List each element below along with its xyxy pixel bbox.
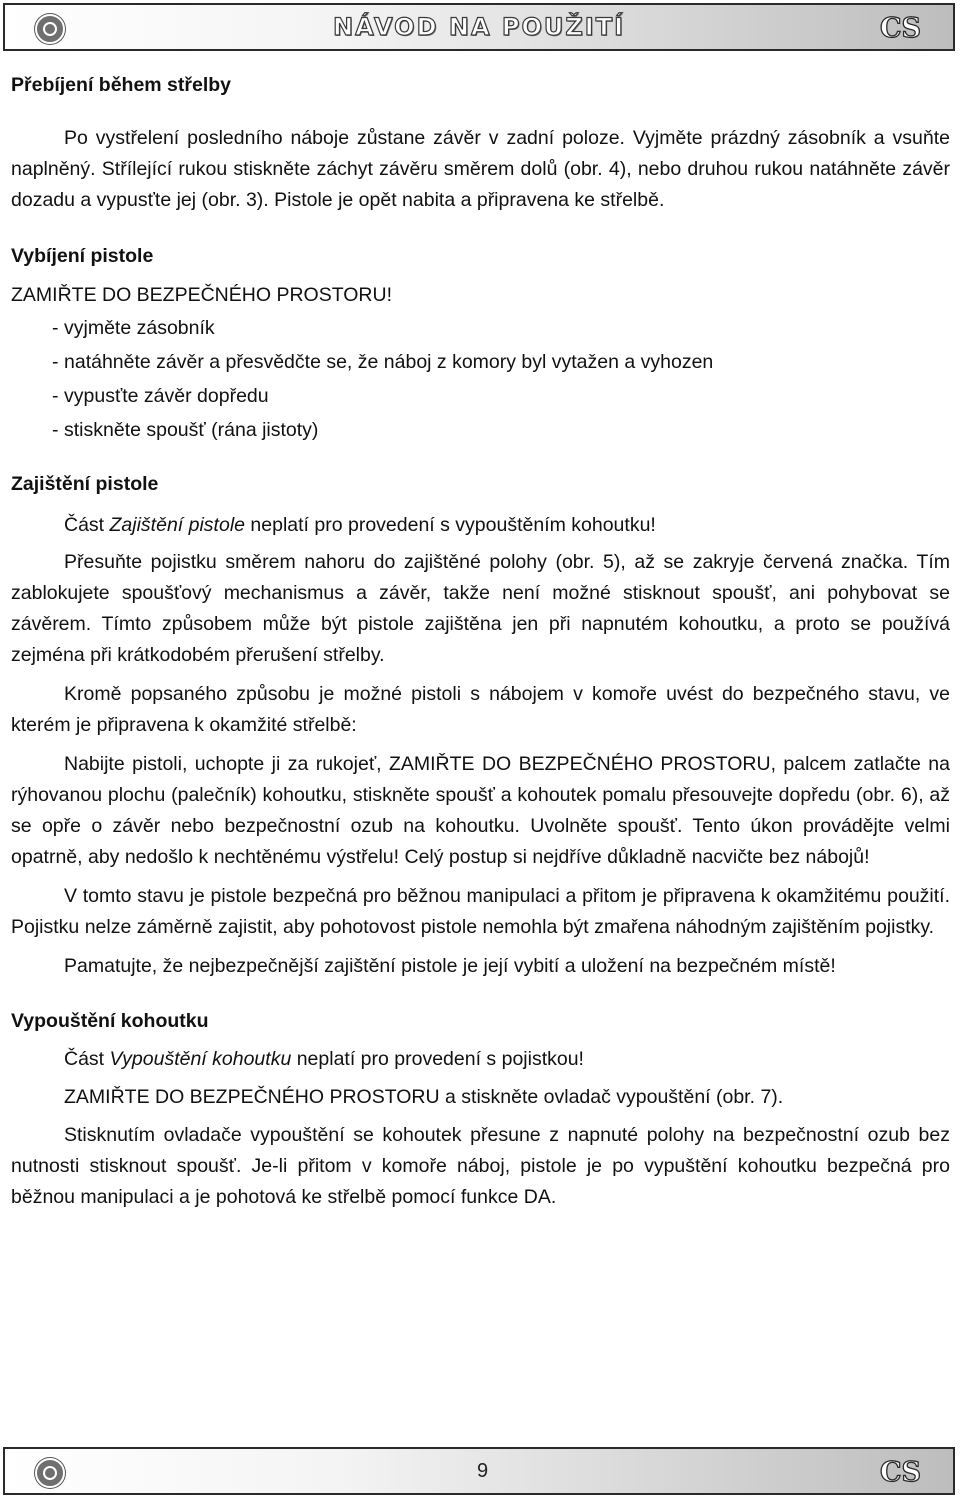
brand-logo-icon bbox=[35, 1458, 65, 1488]
header-title: NÁVOD NA POUŽITÍ bbox=[333, 13, 625, 41]
page-header bbox=[3, 3, 955, 51]
heading-zajisteni: Zajištění pistole bbox=[11, 473, 159, 495]
brand-logo-icon bbox=[35, 14, 65, 44]
warning-vybijeni: ZAMIŘTE DO BEZPEČNÉHO PROSTORU! bbox=[11, 284, 393, 306]
note-vypousteni: Část Vypouštění kohoutku neplatí pro provedení s pojistkou! bbox=[64, 1048, 584, 1070]
list-item: - natáhněte závěr a přesvědčte se, že náboj z komory byl vytažen a vyhozen bbox=[52, 351, 714, 373]
paragraph-zajisteni-4: V tomto stavu je pistole bezpečná pro běžnou manipulaci a přitom je připravena k okamžitému použití. Pojistku nelze záměrně zajistit, aby pohotovost pistole nemohla být zmařena náhodným zajištěním pojistky. bbox=[11, 885, 950, 938]
list-item: - stiskněte spoušť (rána jistoty) bbox=[52, 419, 319, 441]
paragraph-zajisteni-3: Nabijte pistoli, uchopte ji za rukojeť, ZAMIŘTE DO BEZPEČNÉHO PROSTORU, palcem zatlačte na rýhovanou plochu (palečník) kohoutku, stiskněte spoušť a kohoutek pomalu přesouvejte dopředu (obr. 6), až se opře o závěr nebo bezpečnostní ozub na kohoutku. Uvolněte spoušť. Tento úkon provádějte velmi opatrně, aby nedošlo k nechtěnému výstřelu! Celý postup si nejdříve důkladně nacvičte bez nábojů! bbox=[11, 753, 950, 868]
header-lang-code: CS bbox=[880, 13, 921, 44]
list-vybijeni bbox=[11, 311, 950, 447]
paragraph-zajisteni-5: Pamatujte, že nejbezpečnější zajištění pistole je její vybití a uložení na bezpečném místě! bbox=[64, 955, 836, 977]
paragraph-vypousteni-2: Stisknutím ovladače vypouštění se kohoutek přesune z napnuté polohy na bezpečnostní ozub bez nutnosti stisknout spoušť. Je-li přitom v komoře náboj, pistole je po vypuštění kohoutku bezpečná pro běžnou manipulaci a je pohotová ke střelbě pomocí funkce DA. bbox=[11, 1124, 950, 1208]
heading-vybijeni: Vybíjení pistole bbox=[11, 245, 154, 267]
page-number: 9 bbox=[477, 1460, 489, 1482]
paragraph-prebijeni: Po vystřelení posledního náboje zůstane závěr v zadní poloze. Vyjměte prázdný zásobník a vsuňte naplněný. Střílející rukou stiskněte záchyt závěru směrem dolů (obr. 4), nebo druhou rukou natáhněte závěr dozadu a vypusťte jej (obr. 3). Pistole je opět nabita a připravena ke střelbě. bbox=[11, 127, 950, 211]
heading-prebijeni: Přebíjení během střelby bbox=[11, 74, 231, 96]
paragraph-zajisteni-2: Kromě popsaného způsobu je možné pistoli s nábojem v komoře uvést do bezpečného stavu, ve kterém je připravena k okamžité střelbě: bbox=[11, 683, 950, 736]
list-item: - vyjměte zásobník bbox=[52, 317, 215, 339]
paragraph-vypousteni-1: ZAMIŘTE DO BEZPEČNÉHO PROSTORU a stiskněte ovladač vypouštění (obr. 7). bbox=[64, 1086, 784, 1108]
footer-lang-code: CS bbox=[880, 1457, 921, 1488]
page-content bbox=[11, 66, 950, 1213]
list-item: - vypusťte závěr dopředu bbox=[52, 385, 269, 407]
paragraph-zajisteni-1: Přesuňte pojistku směrem nahoru do zajištěné polohy (obr. 5), až se zakryje červená značka. Tím zablokujete spoušťový mechanismus a závěr, takže není možné stisknout spoušť, ani pohybovat se závěrem. Tímto způsobem může být pistole zajištěna jen při napnutém kohoutku, a proto se používá zejména při krátkodobém přerušení střelby. bbox=[11, 551, 950, 666]
page-footer bbox=[3, 1447, 955, 1495]
note-zajisteni: Část Zajištění pistole neplatí pro provedení s vypouštěním kohoutku! bbox=[64, 514, 656, 536]
heading-vypousteni: Vypouštění kohoutku bbox=[11, 1010, 209, 1032]
